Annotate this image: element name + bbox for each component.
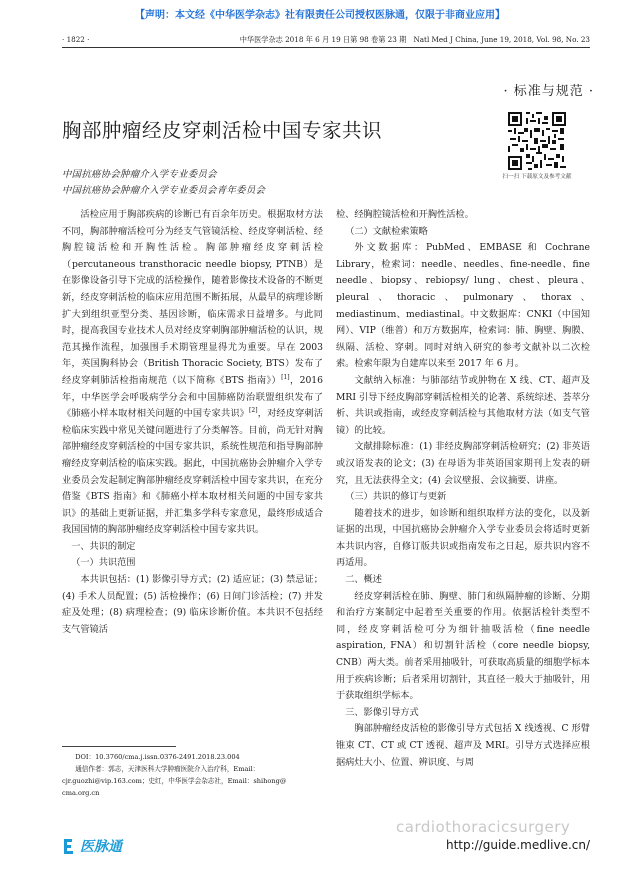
qr-code-icon[interactable] [508,112,566,170]
right-column [336,207,590,771]
logo-text: 医脉通 [80,839,122,855]
citation-ref[interactable]: [1] [281,373,290,381]
subsection-heading: （三）共识的修订与更新 [345,491,447,503]
intro-paragraph: 活检应用于胸部疾病的诊断已有百余年历史。根据取材方法不同，胸部肿瘤活检可分为经支气管镜活检、经皮穿刺活检、经胸腔镜活检和开胸性活检。胸部肿瘤经皮穿刺活检（percutaneous transthoracic needle biopsy, PTNB）是在影像设备引导下完成的活检操作，随着影像技术设备的不断更新，经皮穿刺活检的临床应用范围不断拓展，从最早的病理诊断扩大到组织亚型分类、基因诊断，临床需求日益增多。与此同时，提高我国专业技术人员对经皮穿刺胸部肿瘤活检的认识，规范其操作流程，加强围手术期管理显得尤为重要。早在 2003 年，英国胸科协会（British Thoracic Society, BTS）发布了经皮穿刺肺活检指南规范（以下简称《BTS 指南》）[1]，2016 年，中华医学会呼吸病学分会和中国肺癌防治联盟组织发布了《肺癌小样本取材相关问题的中国专家共识》[2]，对经皮穿刺活检临床实践中常见关键问题进行了分类解答。目前，尚无针对胸部肿瘤经皮穿刺活检的中国专家共识，系统性规范和指导胸部肿瘤经皮穿刺活检的临床实践。据此，中国抗癌协会肿瘤介入学专业委员会发起制定胸部肿瘤经皮穿刺活检中国专家共识，在充分借鉴《BTS 指南》和《肺癌小样本取材相关问题的中国专家共识》的基础上更新证据，并汇集多学科专家意见，最终形成适合我国国情的胸部肿瘤经皮穿刺活检中国专家共识。 [62,209,324,536]
footnote-rule [62,746,176,747]
section-heading: 一、共识的制定 [71,540,136,552]
corresponding-email[interactable]: cjr.guozhi@vip.163.com；史红，中华医学会杂志社，Email：shihong@ [62,777,287,785]
qr-caption: 扫一扫 下载原文及参考文献 [502,174,572,180]
medlive-logo [62,836,122,858]
author-line: 中国抗癌协会肿瘤介入学专业委员会 [62,169,217,180]
article-title: 胸部肿瘤经皮穿刺活检中国专家共识 [62,119,383,142]
doi[interactable]: DOI：10.3760/cma.j.issn.0376-2491.2018.23.004 [75,753,240,761]
header-rule [62,47,590,48]
copyright-notice: 【声明：本文经《中华医学杂志》社有限责任公司授权医脉通，仅限于非商业应用】 [135,10,505,21]
author-line: 中国抗癌协会肿瘤介入学专业委员会青年委员会 [62,185,266,196]
page-number: · 1822 · [62,35,90,44]
body-paragraph: 外文数据库：PubMed、EMBASE 和 Cochrane Library，检索词：needle、needles、fine-needle、fine needle、biopsy、rebiopsy/ lung、chest、pleura、pleural、thoracic、pulmonary、thorax、mediastinum、mediastinal。中文数据库：CNKI（中国知网）、VIP（维普）和万方数据库，检索词：肺、胸壁、胸膜、纵隔、活检、穿刺。同时对纳入研究的参考文献补以二次检索。检索年限为自建库以来至 2017 年 6 月。 [336,242,590,370]
journal-running-head: 中华医学杂志 2018 年 6 月 19 日第 98 卷第 23 期 Natl Med J China, June 19, 2018, Vol. 98, No. 23 [239,35,590,44]
citation-ref[interactable]: [2] [249,407,258,415]
subsection-heading: （二）文献检索策略 [345,225,428,237]
corresponding-author: 通信作者：郭志，天津医科大学肿瘤医院介入治疗科，Email： [75,765,260,773]
body-paragraph: 文献排除标准：(1) 非经皮胸部穿刺活检研究；(2) 非英语或汉语发表的论文；(3) 在母语为非英语国家期刊上发表的研究，且无法获得全文；(4) 会议壁报、会议摘要、讲座。 [336,441,590,486]
source-url[interactable]: http://guide.medlive.cn/ [446,838,591,852]
footnote [62,751,324,799]
section-tag: · 标准与规范 · [503,84,594,99]
medlive-logo-icon [62,836,80,856]
corresponding-email[interactable]: cma.org.cn [62,789,100,797]
left-column [62,207,323,638]
body-paragraph: 随着技术的进步，如诊断和组织取样方法的变化，以及新证据的出现，中国抗癌协会肿瘤介入学专业委员会将适时更新本共识内容，自修订版共识或指南发布之日起，原共识内容不再适用。 [336,507,590,569]
body-paragraph: 文献纳入标准：与肺部结节或肿物在 X 线、CT、超声及 MRI 引导下经皮胸部穿刺活检相关的论著、系统综述、荟萃分析、共识或指南，或经皮穿刺活检与其他取材方法（如支气管镜）的比较。 [336,374,590,436]
body-paragraph: 本共识包括：(1) 影像引导方式；(2) 适应证；(3) 禁忌证；(4) 手术人员配置；(5) 活检操作；(6) 日间门诊活检；(7) 并发症及处理；(8) 病理检查；(9) 临床诊断价值。本共识不包括经支气管镜活 [62,574,323,635]
section-heading: 三、影像引导方式 [345,706,419,718]
body-paragraph: 胸部肿瘤经皮活检的影像引导方式包括 X 线透视、C 形臂锥束 CT、CT 或 CT 透视、超声及 MRI。引导方式选择应根据病灶大小、位置、辨识度、与周 [336,723,590,768]
watermark: cardiothoracicsurgery [396,818,571,836]
body-paragraph: 经皮穿刺活检在肺、胸壁、肺门和纵隔肿瘤的诊断、分期和治疗方案制定中起着至关重要的作用。依据活检针类型不同，经皮穿刺活检可分为细针抽吸活检（fine needle aspiration, FNA）和切割针活检（core needle biopsy, CNB）两大类。前者采用抽吸针，可获取高质量的细胞学标本用于疾病诊断；后者采用切割针，其直径一般大于抽吸针，用于获取组织学标本。 [336,590,590,702]
subsection-heading: （一）共识范围 [71,557,136,569]
body-paragraph: 检、经胸腔镜活检和开胸性活检。 [336,209,474,220]
section-heading: 二、概述 [345,574,382,586]
